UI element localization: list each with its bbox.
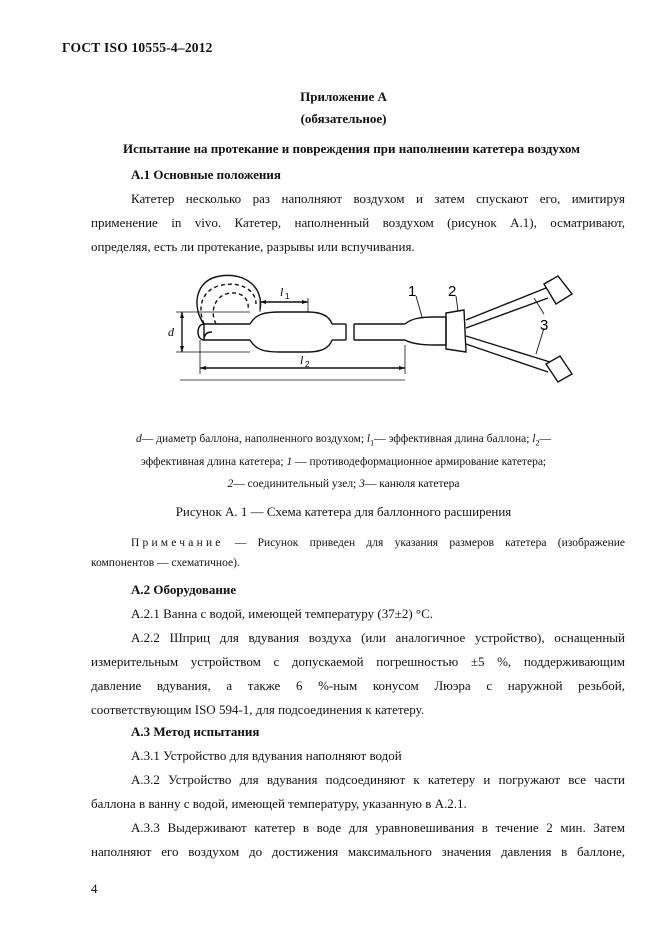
document-id: ГОСТ ISO 10555-4–2012 xyxy=(62,40,213,55)
page-number: 4 xyxy=(91,881,98,896)
legend-2-text: — соединительный узел; xyxy=(233,478,360,490)
legend-1: 1 xyxy=(286,456,293,468)
legend-d: d xyxy=(136,433,142,445)
legend-3: 3 xyxy=(359,478,365,490)
label-d: d xyxy=(168,325,174,339)
label-l2-sub: 2 xyxy=(305,360,310,369)
label-2: 2 xyxy=(448,283,457,300)
legend-l2-text: эффективная длина катетера; xyxy=(140,456,287,468)
catheter-diagram xyxy=(160,270,580,390)
legend-dash: — xyxy=(539,433,551,445)
note-label: Примечание xyxy=(131,537,224,549)
label-l1: l xyxy=(280,285,284,299)
section-a3-heading: А.3 Метод испытания xyxy=(131,724,260,739)
note-line-1 xyxy=(131,533,625,553)
section-a2-heading: А.2 Оборудование xyxy=(131,582,237,597)
label-l1-sub: 1 xyxy=(285,292,290,301)
annex-status: (обязательное) xyxy=(300,111,387,126)
annex-heading: Испытание на протекание и повреждения при наполнении катетера воздухом xyxy=(123,141,580,156)
annex-title: Приложение А xyxy=(300,89,387,104)
figure-legend-line-2 xyxy=(62,451,625,473)
section-a3-item-1: А.3.1 Устройство для вдувания наполняют водой xyxy=(131,748,402,763)
section-a2-item-2-line-1: А.2.2 Шприц для вдувания воздуха (или аналогичное устройство), оснащенный xyxy=(131,630,625,645)
legend-l1: l xyxy=(366,433,371,445)
legend-3-text: — канюля катетера xyxy=(364,478,460,490)
legend-l2-sub: 2 xyxy=(535,438,540,448)
section-a1-line-2: применение in vivo. Катетер, наполненный воздухом (рисунок А.1), осматривают, xyxy=(91,215,625,230)
legend-2: 2 xyxy=(227,478,234,490)
figure-legend-line-3 xyxy=(62,473,625,495)
section-a3-item-2-line-2: баллона в ванну с водой, имеющей температуру, указанную в А.2.1. xyxy=(91,796,467,811)
label-l2: l xyxy=(300,353,304,367)
section-a3-item-3-line-1: А.3.3 Выдерживают катетер в воде для уравновешивания в течение 2 мин. Затем xyxy=(131,820,625,835)
section-a3-item-2-line-1: А.3.2 Устройство для вдувания подсоединяют к катетеру и погружают все части xyxy=(131,772,625,787)
legend-l2: l xyxy=(532,433,536,445)
legend-l1-text: — эффективная длина баллона; xyxy=(374,433,533,445)
legend-l1-sub: 1 xyxy=(370,438,375,448)
section-a2-item-1: А.2.1 Ванна с водой, имеющей температуру (37±2) °С. xyxy=(131,606,434,621)
note-text-1: — Рисунок приведен для указания размеров катетера (изображение xyxy=(223,537,625,549)
section-a1-heading: А.1 Основные положения xyxy=(131,167,281,182)
section-a2-item-2-line-2: измерительным устройством с допускаемой погрешностью ±5 %, поддерживающим xyxy=(91,654,625,669)
section-a1-line-3: определяя, есть ли протекание, разрывы или вспучивания. xyxy=(91,239,415,254)
note-line-2: компонентов — схематичное). xyxy=(91,557,240,569)
legend-d-text: — диаметр баллона, наполненного воздухом; xyxy=(141,433,367,445)
legend-1-text: — противодеформационное армирование катетера; xyxy=(292,456,547,468)
section-a2-item-2-line-3: давление вдувания, а также 6 %-ным конусом Люэра с наружной резьбой, xyxy=(91,678,625,693)
label-3: 3 xyxy=(540,317,549,334)
section-a3-item-3-line-2: наполняют его воздухом до достижения максимального значения давления в баллоне, xyxy=(91,844,625,859)
label-1: 1 xyxy=(408,283,417,300)
figure-caption: Рисунок А. 1 — Схема катетера для баллонного расширения xyxy=(175,504,512,519)
section-a2-item-2-line-4: соответствующим ISO 594-1, для подсоединения к катетеру. xyxy=(91,702,425,717)
section-a1-line-1: Катетер несколько раз наполняют воздухом и затем спускают его, имитируя xyxy=(131,191,625,206)
